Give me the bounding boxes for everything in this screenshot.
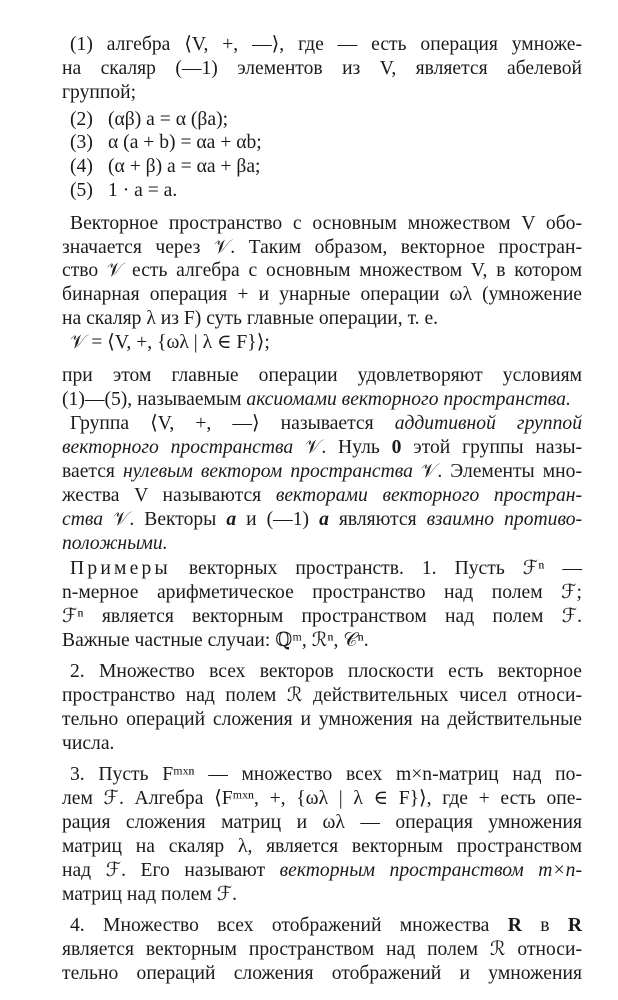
text-line: 3. Пусть Fᵐˣⁿ — множество всех m×n-матриц над по-	[70, 764, 582, 785]
text-span: векторных пространств. 1. Пусть ℱⁿ —	[170, 558, 582, 579]
text-line	[62, 508, 582, 532]
text-line: пространство над полем ℛ действительных чисел относи-	[62, 685, 582, 706]
text-line: матриц на скаляр λ, является векторным пространством	[62, 836, 582, 857]
text-line: рация сложения матриц и ωλ — операция умножения	[62, 812, 582, 833]
text-line	[62, 436, 582, 460]
axiom-number: (3)	[70, 132, 93, 153]
text-span: жества V называются	[62, 485, 276, 506]
italic-term: взаимно противо-	[426, 509, 583, 530]
bold-symbol: R	[567, 915, 582, 936]
display-formula: 𝒱 = ⟨V, +, {ωλ | λ ∈ F}⟩;	[70, 332, 270, 353]
text-line	[62, 460, 582, 484]
text-line: Векторное пространство с основным множеством V обо-	[70, 213, 582, 234]
text-line	[70, 914, 582, 938]
text-line: на скаляр λ из F) суть главные операции, т. е.	[62, 308, 439, 329]
text-line: ство 𝒱 есть алгебра с основным множеством V, в котором	[62, 260, 582, 281]
text-span: вается	[62, 461, 123, 482]
bold-symbol: a	[226, 509, 237, 530]
axiom-number: (2)	[70, 109, 93, 130]
italic-term: векторами векторного простран-	[275, 485, 582, 506]
text-line: числа.	[62, 733, 115, 754]
axiom-line	[70, 131, 590, 155]
text-line: группой;	[62, 82, 137, 103]
text-line: при этом главные операции удовлетворяют условиям	[62, 365, 582, 386]
text-span: в	[521, 915, 568, 936]
axiom-number: (5)	[70, 180, 93, 201]
text-line: (1) алгебра ⟨V, +, —⟩, где — есть операция умноже-	[70, 34, 582, 55]
axiom-line	[70, 155, 590, 179]
axiom-formula: 1 · a = a.	[108, 180, 178, 201]
text-span: 4. Множество всех отображений множества	[70, 915, 508, 936]
axiom-formula: (αβ) a = α (βa);	[108, 109, 229, 130]
text-line: на скаляр (—1) элементов из V, является абелевой	[62, 58, 582, 79]
italic-term: векторным пространством m×n-	[279, 860, 582, 881]
text-span: этой группы назы-	[401, 437, 583, 458]
text-line: тельно операций сложения отображений и умножения	[62, 963, 582, 984]
text-line: n-мерное арифметическое пространство над полем ℱ;	[62, 582, 582, 603]
text-line	[62, 484, 582, 508]
bold-symbol: R	[507, 915, 522, 936]
text-line: является векторным пространством над полем ℛ относи-	[62, 939, 582, 960]
text-line: тельно операций сложения и умножения на действительные	[62, 709, 582, 730]
text-line: положными.	[62, 533, 168, 554]
italic-term: ства	[62, 509, 104, 530]
text-span: (1)—(5), называемым	[62, 389, 247, 410]
text-line	[70, 557, 582, 581]
text-span: Группа ⟨V, +, —⟩ называется	[70, 413, 395, 434]
text-line: Важные частные случаи: ℚᵐ, ℛⁿ, 𝒞ⁿ.	[62, 630, 369, 651]
italic-term: нулевым вектором пространства	[122, 461, 413, 482]
text-line	[62, 388, 582, 412]
text-line	[62, 859, 582, 883]
axiom-formula: α (a + b) = αa + αb;	[108, 132, 262, 153]
text-span: и (—1)	[236, 509, 320, 530]
text-span: над ℱ. Его называют	[62, 860, 280, 881]
text-line: ℱⁿ является векторным пространством над полем ℱ.	[62, 606, 582, 627]
text-span: 𝒱. Элементы мно-	[412, 461, 582, 482]
text-span: являются	[328, 509, 427, 530]
axiom-line	[70, 179, 590, 203]
text-line: значается через 𝒱. Таким образом, векторное простран-	[62, 237, 582, 258]
text-span: 𝒱. Нуль	[293, 437, 392, 458]
italic-term: аксиомами векторного пространства.	[246, 389, 571, 410]
text-line: бинарная операция + и унарные операции ωλ (умножение	[62, 284, 582, 305]
italic-term: векторного пространства	[62, 437, 294, 458]
axiom-line	[70, 108, 590, 132]
text-line	[70, 412, 582, 436]
bold-symbol: 0	[391, 437, 402, 458]
text-line: лем ℱ. Алгебра ⟨Fᵐˣⁿ, +, {ωλ | λ ∈ F}⟩, где + есть опе-	[62, 788, 582, 809]
text-span: 𝒱. Векторы	[103, 509, 227, 530]
axiom-number: (4)	[70, 156, 93, 177]
bold-symbol: a	[319, 509, 329, 530]
text-line: матриц над полем ℱ.	[62, 884, 238, 905]
text-line: 2. Множество всех векторов плоскости есть векторное	[70, 661, 582, 682]
spaced-heading: Примеры	[70, 558, 171, 579]
axiom-formula: (α + β) a = αa + βa;	[108, 156, 261, 177]
italic-term: аддитивной группой	[394, 413, 582, 434]
